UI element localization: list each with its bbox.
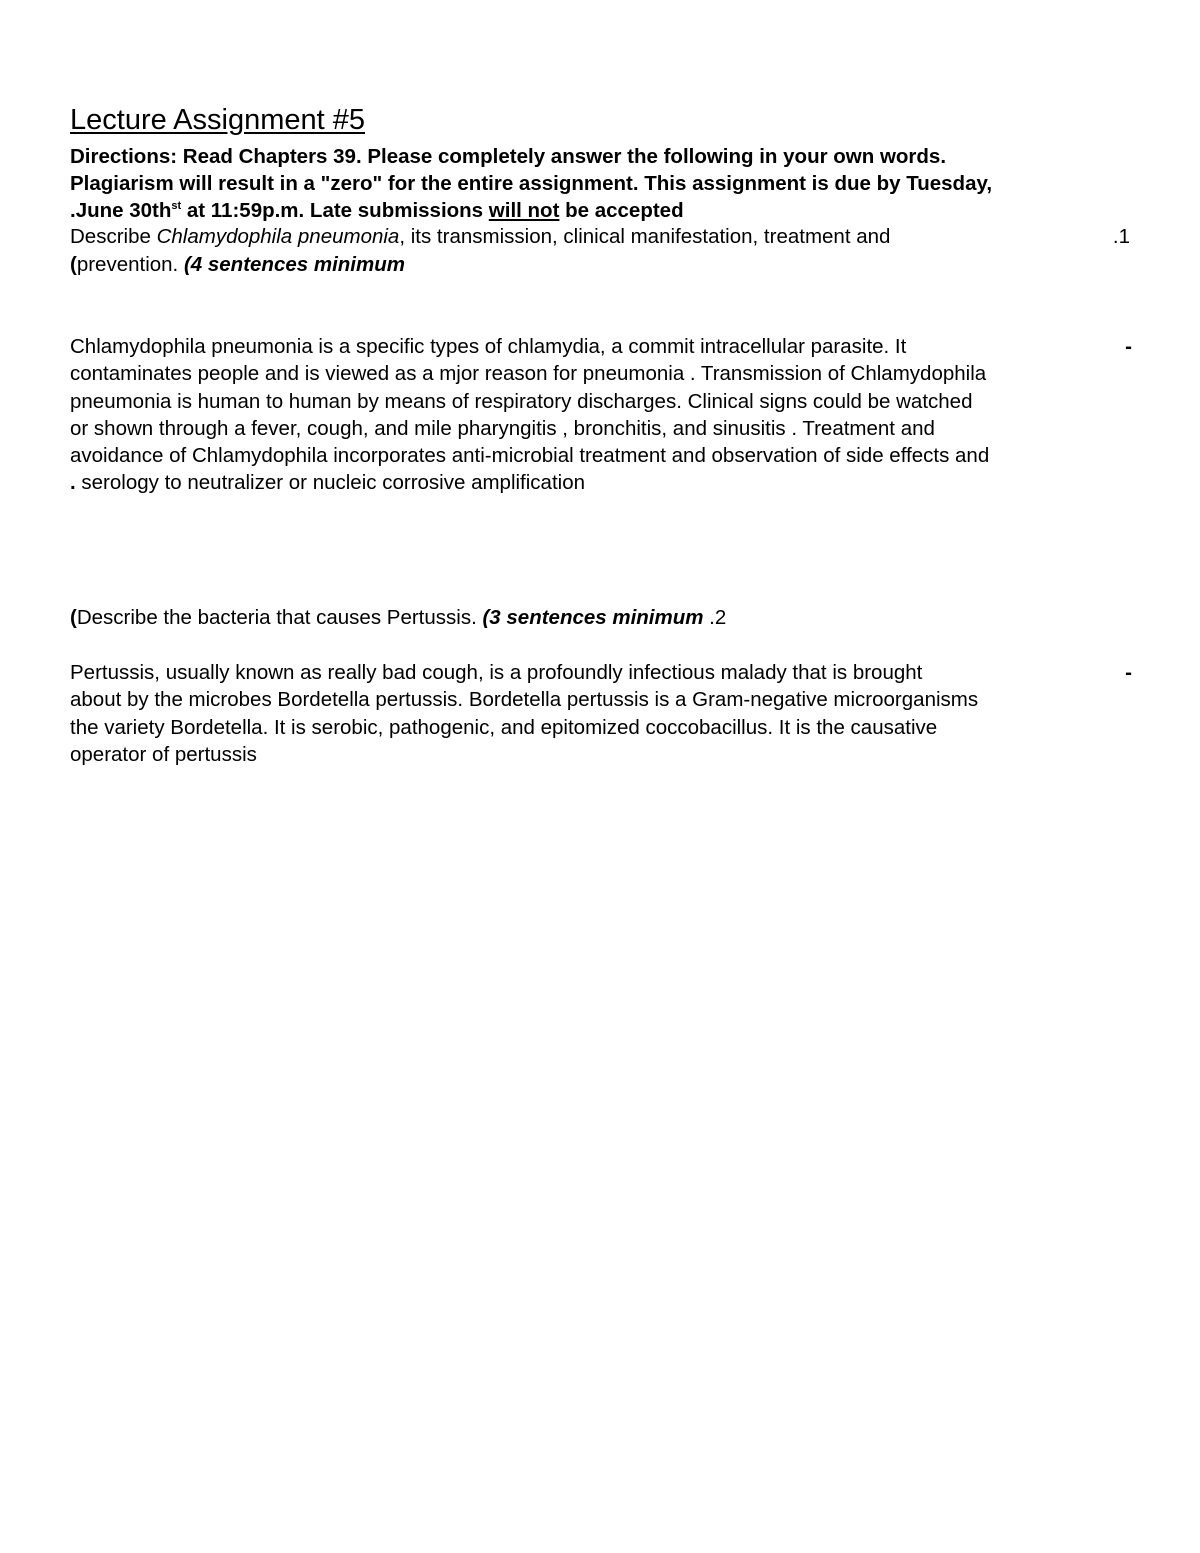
answer-2-line <box>70 659 1132 686</box>
late-policy-end: be accepted <box>559 199 684 222</box>
answer-2-line: the variety Bordetella. It is serobic, pathogenic, and epitomized coccobacillus. It is the causative <box>70 715 938 739</box>
directions <box>70 143 1150 224</box>
answer-1-line-text: Chlamydophila pneumonia is a specific types of chlamydia, a commit intracellular parasite. It <box>70 335 907 358</box>
question-1 <box>70 223 1130 279</box>
answer-1-lead-dot: . <box>70 471 76 495</box>
answer-1-line: contaminates people and is viewed as a mjor reason for pneumonia . Transmission of Chlamydophila <box>70 362 987 386</box>
directions-line-1: Directions: Read Chapters 39. Please completely answer the following in your own words. <box>70 145 947 168</box>
answer-1-line-text: serology to neutralizer or nucleic corrosive amplification <box>75 471 586 495</box>
answer-1-line <box>70 469 1132 496</box>
answer-1-line <box>70 333 1132 360</box>
due-date-suffix: st <box>171 200 182 212</box>
question-1-line-2 <box>70 251 1130 279</box>
answer-2-line-text: Pertussis, usually known as really bad cough, is a profoundly infectious malady that is brought <box>70 661 923 684</box>
answer-1-line: or shown through a fever, cough, and mile pharyngitis , bronchitis, and sinusitis . Treatment and <box>70 416 935 440</box>
answer-1-line: pneumonia is human to human by means of respiratory discharges. Clinical signs could be watched <box>70 389 973 413</box>
answer-1-dash: - <box>1125 335 1132 358</box>
question-2-line-1 <box>70 604 1130 632</box>
question-1-line-2-text: prevention. <box>76 253 184 276</box>
answer-2-line: about by the microbes Bordetella pertussis. Bordetella pertussis is a Gram-negative microorganisms <box>70 688 979 712</box>
question-1-requirement: (4 sentences minimum <box>183 253 405 276</box>
answer-1 <box>70 333 1132 497</box>
late-policy-emphasis: will not <box>488 199 560 222</box>
question-1-text-end: , its transmission, clinical manifestation, treatment and <box>399 225 891 248</box>
directions-line-3 <box>70 197 1150 224</box>
question-2-requirement: (3 sentences minimum <box>482 606 704 629</box>
question-1-organism: Chlamydophila pneumonia <box>156 225 400 248</box>
question-1-number: .1 <box>1112 225 1130 248</box>
question-2-text: Describe the bacteria that causes Pertussis. <box>76 606 483 629</box>
answer-1-line: avoidance of Chlamydophila incorporates anti-microbial treatment and observation of side effects and <box>70 444 990 468</box>
question-1-paren: ( <box>70 253 77 276</box>
page-title: Lecture Assignment #5 <box>70 104 366 136</box>
answer-2-line: operator of pertussis <box>70 742 257 766</box>
answer-2-dash: - <box>1125 661 1132 684</box>
question-2 <box>70 604 1130 632</box>
due-date: .June 30th <box>70 199 172 222</box>
directions-line-2: Plagiarism will result in a "zero" for the entire assignment. This assignment is due by Tuesday, <box>70 172 993 195</box>
answer-2 <box>70 659 1132 768</box>
question-2-number: .2 <box>703 606 727 629</box>
due-time: at 11:59p.m. Late submissions <box>181 199 489 222</box>
question-2-paren: ( <box>70 606 77 629</box>
question-1-line-1 <box>70 223 1130 251</box>
question-1-text-start: Describe <box>70 225 157 248</box>
